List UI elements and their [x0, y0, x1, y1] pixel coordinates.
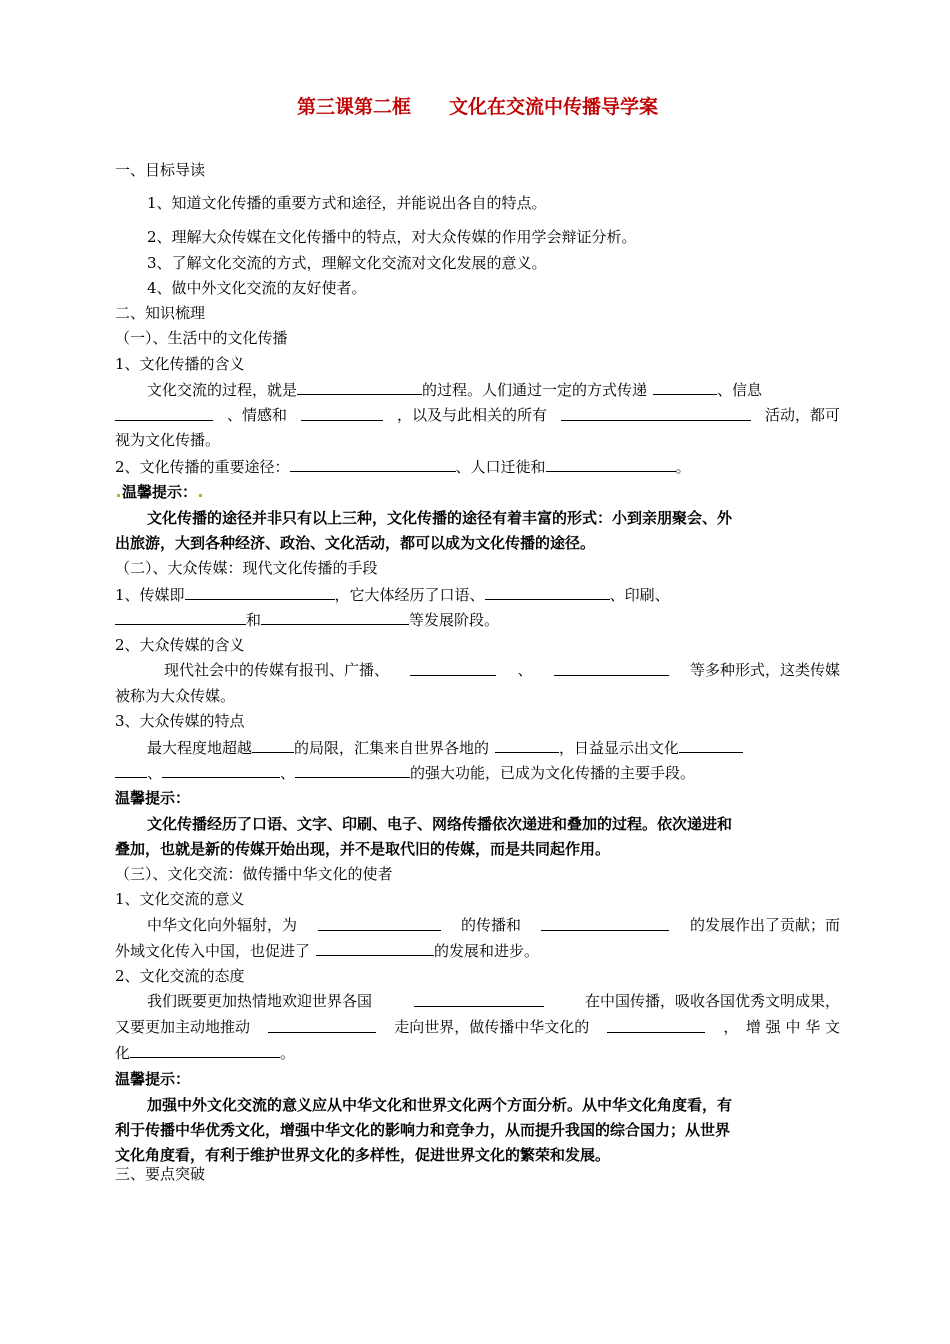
tip-text: 文化角度看，有利于维护世界文化的多样性，促进世界文化的繁荣和发展。: [115, 1146, 611, 1164]
fill-line: [115, 456, 691, 477]
question-heading: 1、文化传播的含义: [115, 355, 245, 373]
text: 等发展阶段。: [409, 611, 500, 629]
fill-line: [115, 405, 840, 425]
text: 在中国传播，吸收各国优秀文明成果，: [584, 992, 840, 1010]
fill-line: [147, 737, 743, 758]
text: 又要更加主动地推动: [115, 1018, 251, 1036]
text: 等多种形式，这类传媒: [689, 661, 840, 679]
question-heading: 2、文化交流的态度: [115, 967, 245, 985]
answer-blank[interactable]: [297, 379, 422, 395]
text: 、情感和: [226, 406, 287, 424]
section-heading: 三、要点突破: [115, 1165, 206, 1183]
text: 的局限，汇集来自世界各地的: [294, 739, 490, 757]
text: ，日益显示出文化: [559, 739, 680, 757]
text-line: 视为文化传播。: [115, 431, 221, 449]
page-title: 第三课第二框 文化在交流中传播导学案: [296, 96, 658, 118]
tip-text: 叠加，也就是新的传媒开始出现，并不是取代旧的传媒，而是共同起作用。: [115, 840, 611, 858]
tip-heading: 温馨提示：: [115, 1070, 191, 1088]
section-heading: 二、知识梳理: [115, 304, 206, 322]
fill-line: [115, 609, 499, 630]
text: 、: [147, 764, 163, 782]
text: 1、传媒即: [115, 586, 185, 604]
answer-blank[interactable]: [115, 609, 246, 625]
tip-heading: 温馨提示：: [115, 482, 204, 502]
tip-heading: 温馨提示：: [115, 789, 191, 807]
section-heading: 一、目标导读: [115, 161, 206, 179]
text: 、人口迁徙和: [455, 458, 546, 476]
marker-dot: [117, 494, 120, 497]
text: 的过程。人们通过一定的方式传递: [422, 381, 648, 399]
answer-blank[interactable]: [485, 584, 610, 600]
text: 的强大功能，已成为文化传播的主要手段。: [410, 764, 696, 782]
subsection-heading: （三）、文化交流：做传播中华文化的使者: [115, 865, 393, 883]
text: 的传播和: [460, 916, 521, 934]
text: 现代社会中的传媒有报刊、广播、: [164, 661, 390, 679]
answer-blank[interactable]: [252, 737, 294, 753]
question-heading: 1、文化交流的意义: [115, 890, 245, 908]
fill-line: [115, 940, 539, 961]
text: ， 增 强 中 华 文: [723, 1018, 840, 1036]
text: ，它大体经历了口语、: [334, 586, 485, 604]
text: ，以及与此相关的所有: [396, 406, 547, 424]
question-heading: 3、大众传媒的特点: [115, 712, 245, 730]
text: 、: [280, 764, 296, 782]
text: 、信息: [717, 381, 763, 399]
answer-blank[interactable]: [679, 737, 743, 753]
objective-item: 1、知道文化传播的重要方式和途径，并能说出各自的特点。: [147, 194, 547, 212]
text-line: 被称为大众传媒。: [115, 687, 236, 705]
text: 中华文化向外辐射，为: [147, 916, 298, 934]
answer-blank[interactable]: [261, 609, 409, 625]
answer-blank[interactable]: [268, 1017, 376, 1033]
answer-blank[interactable]: [295, 762, 410, 778]
text: 的发展作出了贡献；而: [689, 916, 840, 934]
text: 。: [280, 1044, 296, 1062]
answer-blank[interactable]: [607, 1017, 705, 1033]
answer-blank[interactable]: [115, 762, 147, 778]
text: 外域文化传入中国，也促进了: [115, 942, 311, 960]
subsection-heading: （二）、大众传媒：现代文化传播的手段: [115, 559, 378, 577]
objective-item: 3、了解文化交流的方式，理解文化交流对文化发展的意义。: [147, 254, 547, 272]
fill-line: [115, 1017, 840, 1037]
answer-blank[interactable]: [162, 762, 280, 778]
text: 2、文化传播的重要途径：: [115, 458, 290, 476]
text: 我们既要更加热情地欢迎世界各国: [147, 992, 373, 1010]
answer-blank[interactable]: [495, 737, 559, 753]
text: 和: [246, 611, 262, 629]
answer-blank[interactable]: [130, 1042, 280, 1058]
fill-line: [115, 762, 695, 783]
question-heading: 2、大众传媒的含义: [115, 636, 245, 654]
objective-item: 4、做中外文化交流的友好使者。: [147, 279, 367, 297]
answer-blank[interactable]: [410, 660, 496, 676]
answer-blank[interactable]: [561, 405, 751, 421]
text: 活动，都可: [764, 406, 840, 424]
answer-blank[interactable]: [290, 456, 456, 472]
fill-line: [147, 379, 762, 400]
tip-text: 利于传播中华优秀文化，增强中华文化的影响力和竞争力，从而提升我国的综合国力；从世界: [115, 1121, 731, 1139]
text: 、: [517, 661, 533, 679]
text: 文化交流的过程，就是: [147, 381, 298, 399]
answer-blank[interactable]: [554, 660, 669, 676]
tip-text: 加强中外文化交流的意义应从中华文化和世界文化两个方面分析。从中华文化角度看，有: [147, 1096, 733, 1114]
answer-blank[interactable]: [316, 940, 434, 956]
answer-blank[interactable]: [185, 584, 335, 600]
tip-text: 文化传播的途径并非只有以上三种，文化传播的途径有着丰富的形式：小到亲朋聚会、外: [147, 509, 733, 527]
tip-text: 出旅游，大到各种经济、政治、文化活动，都可以成为文化传播的途径。: [115, 534, 596, 552]
text: 最大程度地超越: [147, 739, 253, 757]
marker-dot: [199, 494, 202, 497]
fill-line: [164, 660, 840, 680]
text: 、印刷、: [609, 586, 670, 604]
answer-blank[interactable]: [414, 991, 544, 1007]
subsection-heading: （一）、生活中的文化传播: [115, 329, 288, 347]
answer-blank[interactable]: [653, 379, 717, 395]
fill-line: [115, 584, 670, 605]
fill-line: [147, 991, 840, 1011]
fill-line: [147, 915, 840, 935]
text: 。: [675, 458, 691, 476]
objective-item: 2、理解大众传媒在文化传播中的特点，对大众传媒的作用学会辩证分析。: [147, 228, 637, 246]
text: 走向世界，做传播中华文化的: [394, 1018, 590, 1036]
tip-text: 文化传播经历了口语、文字、印刷、电子、网络传播依次递进和叠加的过程。依次递进和: [147, 815, 733, 833]
text: 化: [115, 1044, 131, 1062]
answer-blank[interactable]: [318, 915, 441, 931]
answer-blank[interactable]: [115, 405, 213, 421]
fill-line: [115, 1042, 295, 1063]
text: 的发展和进步。: [434, 942, 540, 960]
answer-blank[interactable]: [546, 456, 676, 472]
answer-blank[interactable]: [301, 405, 383, 421]
answer-blank[interactable]: [541, 915, 669, 931]
